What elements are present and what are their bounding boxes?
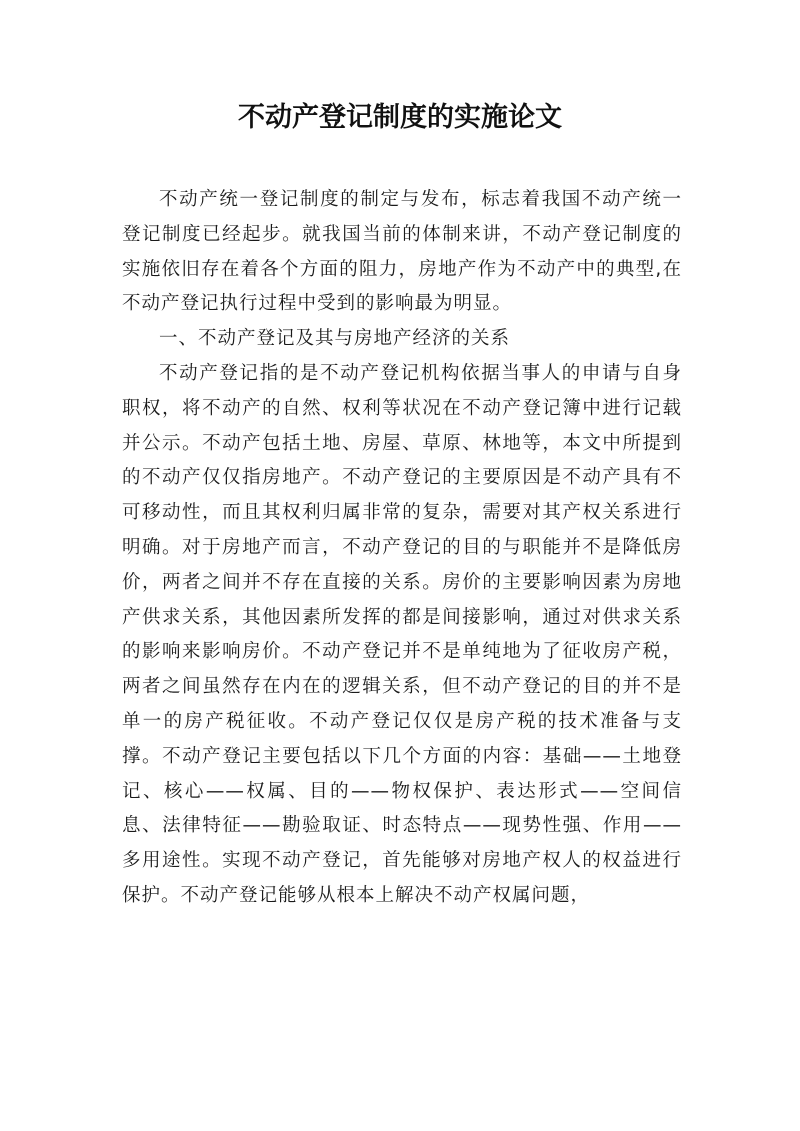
paragraph-intro: 不动产统一登记制度的制定与发布，标志着我国不动产统一登记制度已经起步。就我国当前的体制来讲，不动产登记制度的实施依旧存在着各个方面的阻力，房地产作为不动产中的典型,在不动产登记执行过程中受到的影响最为明显。 (122, 189, 682, 315)
document-body (122, 183, 682, 914)
document-title: 不动产登记制度的实施论文 (238, 102, 562, 133)
paragraph-definition: 不动产登记指的是不动产登记机构依据当事人的申请与自身职权，将不动产的自然、权利等状况在不动产登记簿中进行记载并公示。不动产包括土地、房屋、草原、林地等，本文中所提到的不动产仅仅指房地产。不动产登记的主要原因是不动产具有不可移动性，而且其权利归属非常的复杂，需要对其产权关系进行明确。对于房地产而言，不动产登记的目的与职能并不是降低房价，两者之间并不存在直接的关系。房价的主要影响因素为房地产供求关系，其他因素所发挥的都是间接影响，通过对供求关系的影响来影响房价。不动产登记并不是单纯地为了征收房产税，两者之间虽然存在内在的逻辑关系，但不动产登记的目的并不是单一的房产税征收。不动产登记仅仅是房产税的技术准备与支撑。不动产登记主要包括以下几个方面的内容：基础——土地登记、核心——权属、目的——物权保护、表达形式——空间信息、法律特征——勘验取证、时态特点——现势性强、作用——多用途性。实现不动产登记，首先能够对房地产权人的权益进行保护。不动产登记能够从根本上解决不动产权属问题， (122, 362, 682, 906)
section-heading: 一、不动产登记及其与房地产经济的关系 (159, 328, 511, 350)
